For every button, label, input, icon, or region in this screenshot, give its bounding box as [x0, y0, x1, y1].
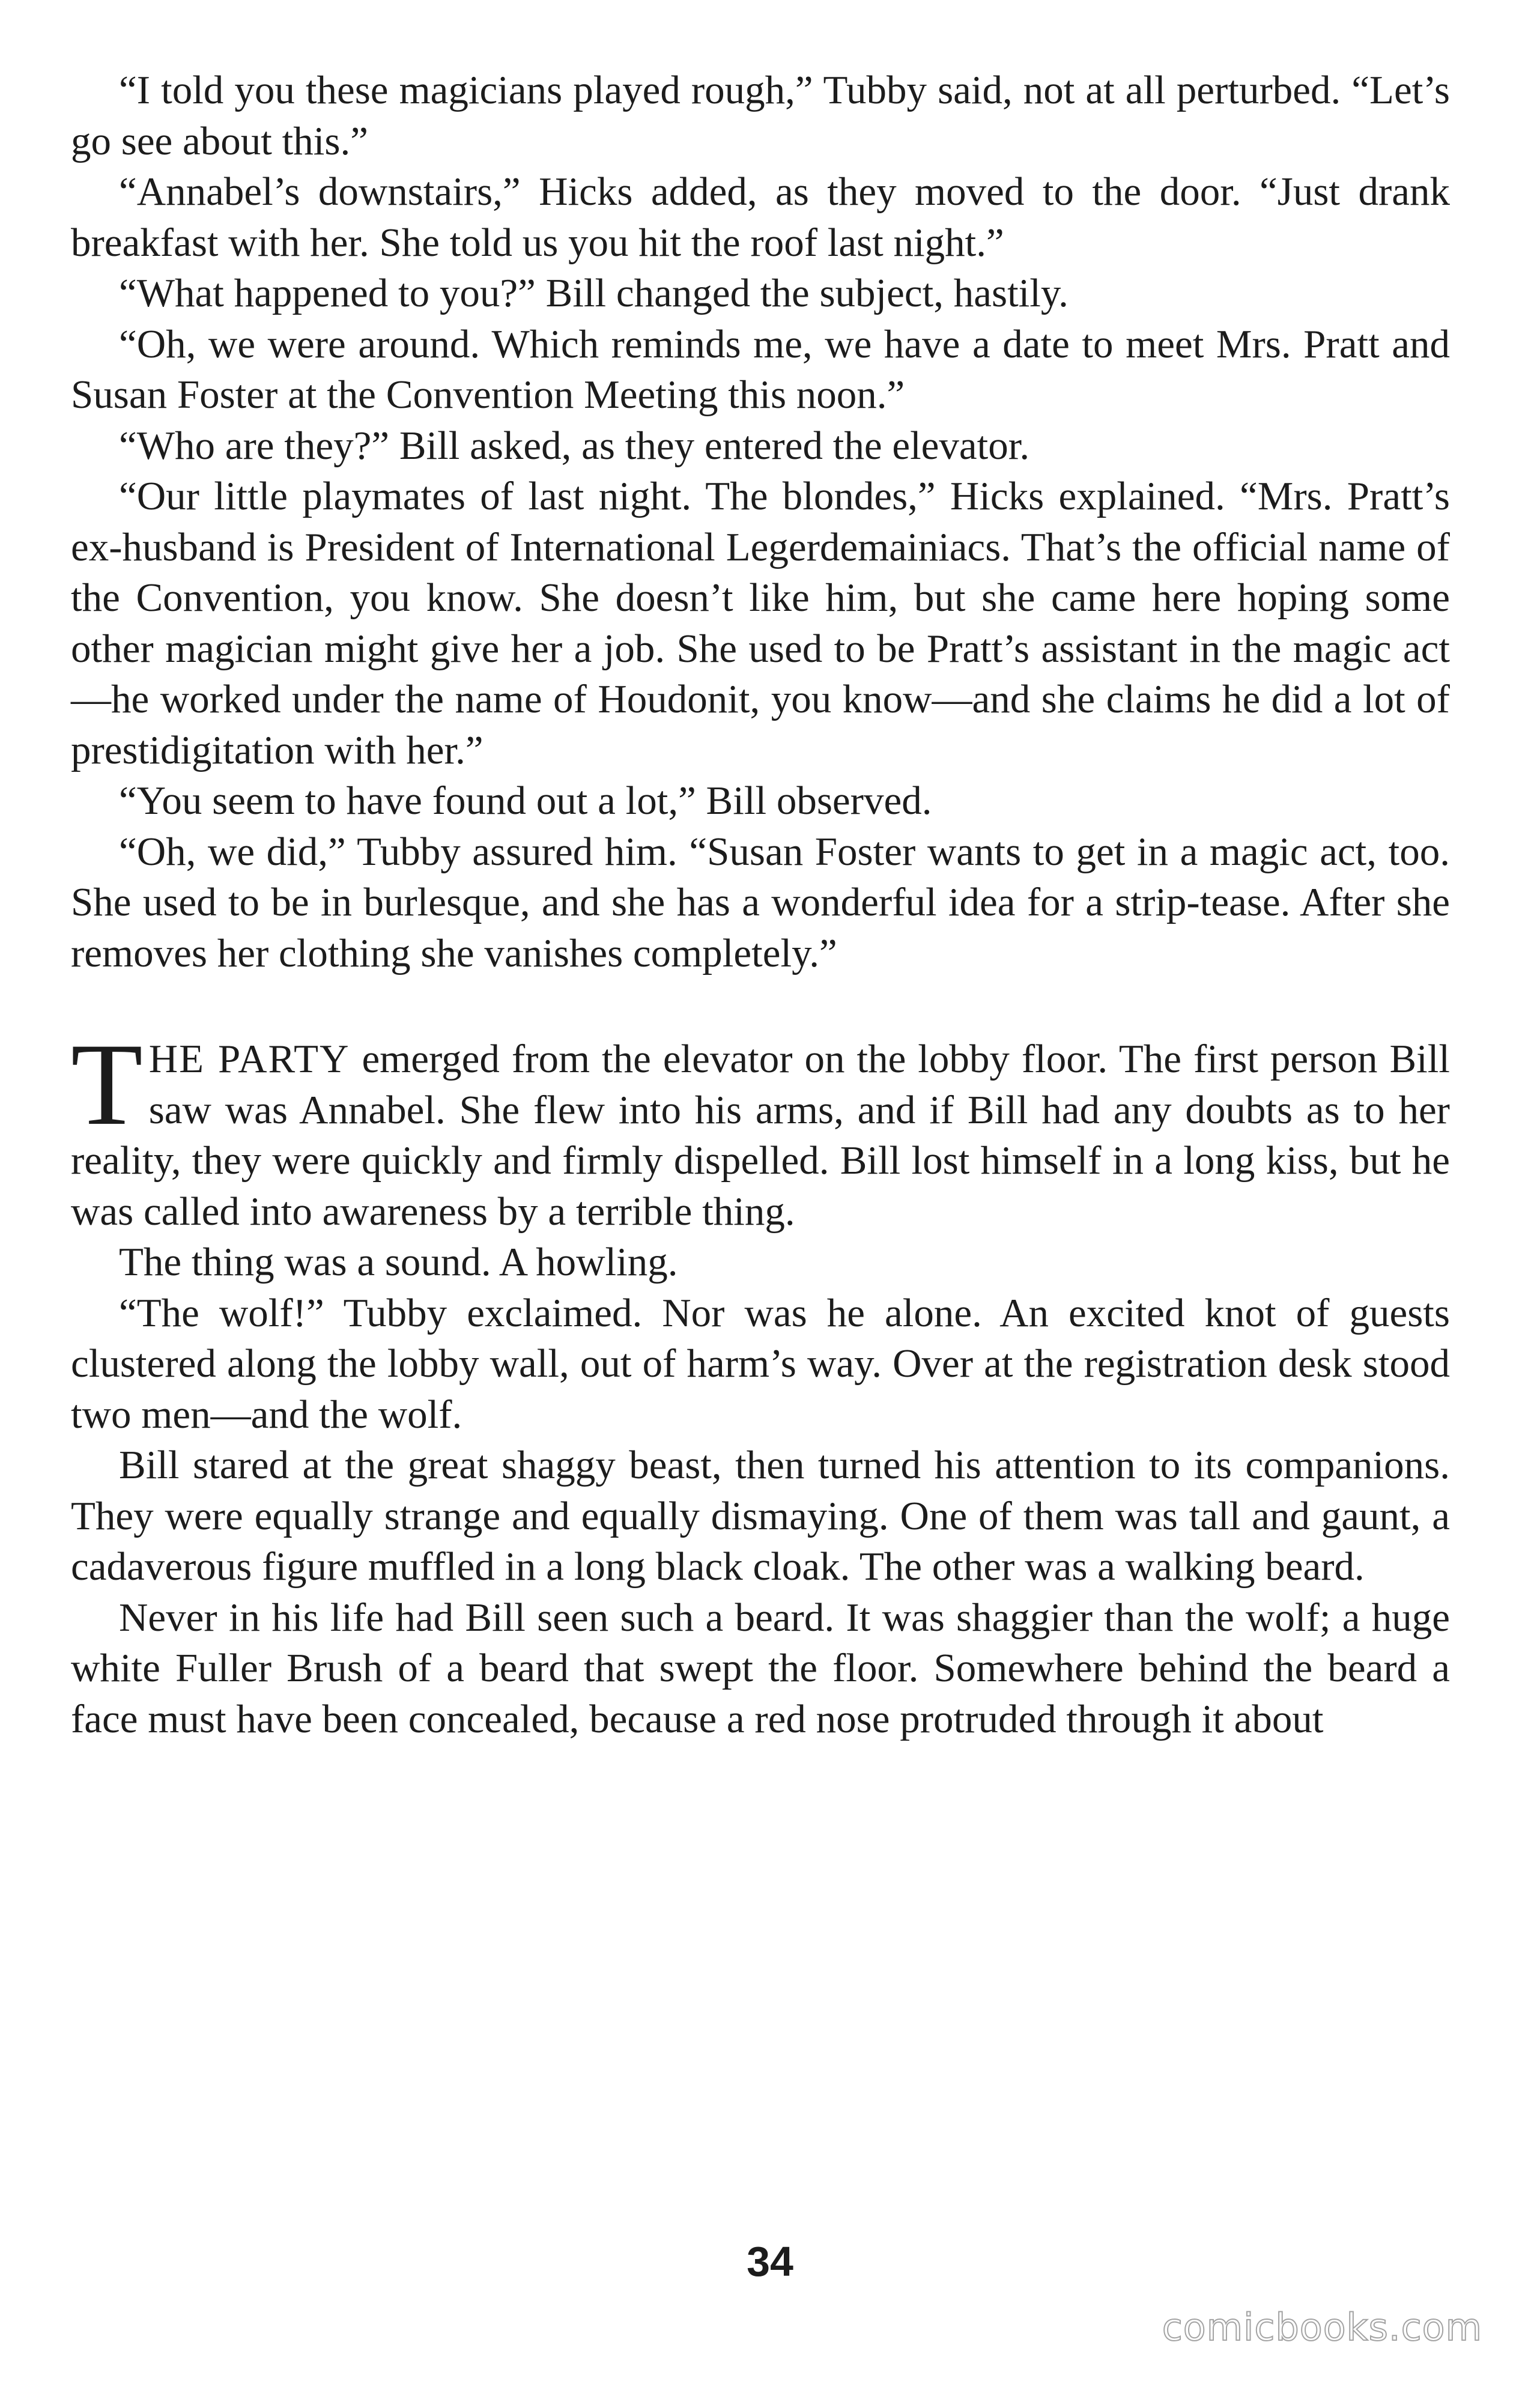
page-number: 34 [747, 2238, 793, 2285]
paragraph: “Oh, we were around. Which reminds me, we have a date to meet Mrs. Pratt and Susan Foster at the Convention Meeting this noon.” [71, 321, 1450, 417]
paragraph: “The wolf!” Tubby exclaimed. Nor was he alone. An excited knot of guests clustered along the lobby wall, out of harm’s way. Over at the registration desk stood two men—and the wolf. [71, 1290, 1450, 1437]
paragraph: “Our little playmates of last night. The blondes,” Hicks explained. “Mrs. Pratt’s ex-husband is President of International Legerdemainiacs. That’s the official name of the Convention, you know. She doesn’t like him, but she came here hoping some other magician might give her a job. She used to be Pratt’s assistant in the magic act—he worked under the name of Houdonit, you know—and she claims he did a lot of prestidigitation with her.” [71, 474, 1450, 772]
paragraph: “Annabel’s downstairs,” Hicks added, as they moved to the door. “Just drank breakfast with her. She told us you hit the roof last night.” [71, 169, 1450, 265]
section-opening-text: emerged from the elevator on the lobby floor. The first person Bill saw was Annabel. She flew into his arms, and if Bill had any doubts as to her reality, they were quickly and firmly dispelled. Bill lost himself in a long kiss, but he was called into awareness by a terrible thing. [71, 1037, 1450, 1234]
paragraph: “You seem to have found out a lot,” Bill observed. [119, 778, 932, 823]
drop-cap: T [71, 1019, 143, 1150]
paragraph: “I told you these magicians played rough,” Tubby said, not at all perturbed. “Let’s go see about this.” [71, 68, 1450, 163]
section-lead-in: HE PARTY [148, 1037, 350, 1081]
paragraph: Bill stared at the great shaggy beast, then turned his attention to its companions. They were equally strange and equally dismaying. One of them was tall and gaunt, a cadaverous figure muffled in a long black cloak. The other was a walking beard. [71, 1443, 1450, 1589]
paragraph: “What happened to you?” Bill changed the subject, hastily. [119, 271, 1069, 315]
section-opening-paragraph [71, 1019, 1450, 1237]
paragraph: The thing was a sound. A howling. [119, 1240, 678, 1284]
paragraph: “Oh, we did,” Tubby assured him. “Susan Foster wants to get in a magic act, too. She used to be in burlesque, and she has a wonderful idea for a strip-tease. After she removes her clothing she vanishes completely.” [71, 829, 1450, 975]
paragraph: Never in his life had Bill seen such a beard. It was shaggier than the wolf; a huge white Fuller Brush of a beard that swept the floor. Somewhere behind the beard a face must have been concealed, because a red nose protruded through it about [71, 1595, 1450, 1741]
paragraph: “Who are they?” Bill asked, as they entered the elevator. [119, 423, 1030, 468]
watermark: comicbooks.com [1162, 2305, 1482, 2349]
text-column [71, 65, 1450, 1744]
